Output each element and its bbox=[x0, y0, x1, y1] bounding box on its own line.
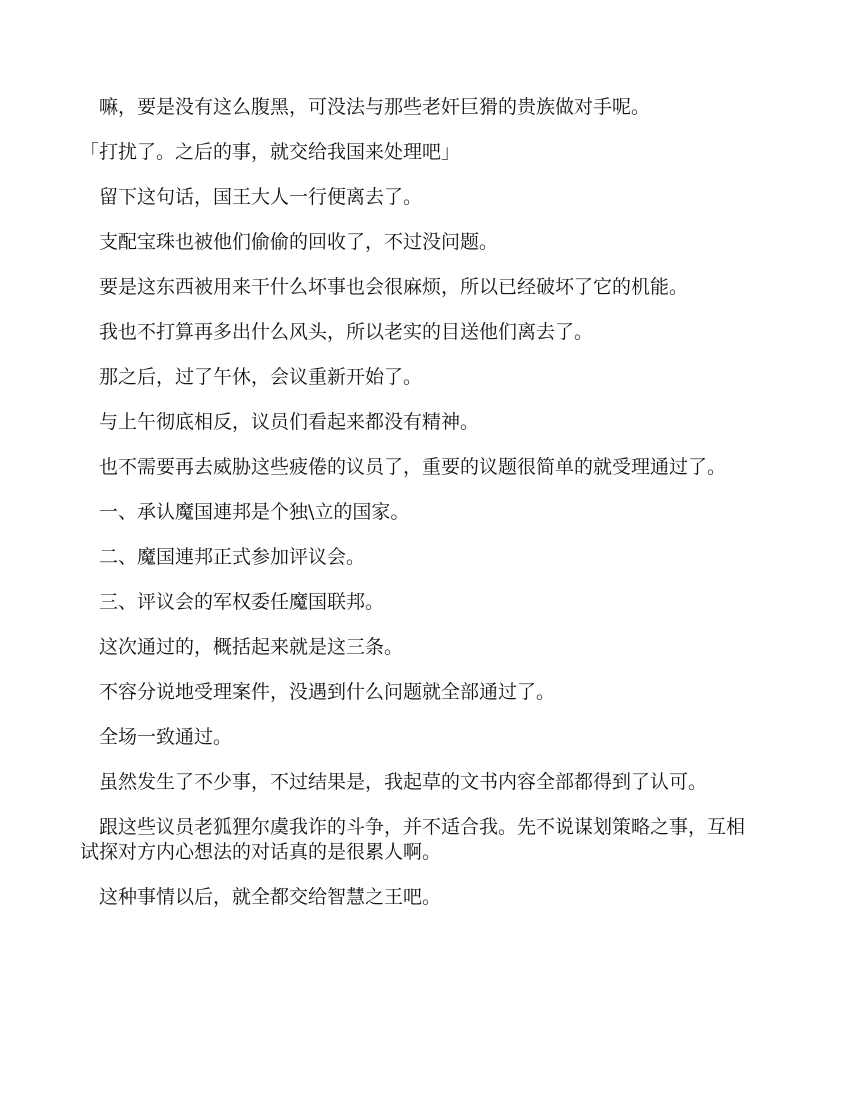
paragraph: 也不需要再去威胁这些疲倦的议员了，重要的议题很简单的就受理通过了。 bbox=[80, 456, 727, 478]
paragraph: 嘛，要是没有这么腹黑，可没法与那些老奸巨猾的贵族做对手呢。 bbox=[80, 96, 651, 118]
paragraph: 全场一致通过。 bbox=[80, 726, 233, 748]
document-body bbox=[80, 95, 760, 930]
paragraph: 与上午彻底相反，议员们看起来都没有精神。 bbox=[80, 411, 480, 433]
paragraph: 跟这些议员老狐狸尔虞我诈的斗争，并不适合我。先不说谋划策略之事，互相试探对方内心想法的对话真的是很累人啊。 bbox=[80, 816, 746, 863]
paragraph: 二、魔国連邦正式参加评议会。 bbox=[80, 546, 366, 568]
paragraph: 要是这东西被用来干什么坏事也会很麻烦，所以已经破坏了它的机能。 bbox=[80, 276, 689, 298]
paragraph: 支配宝珠也被他们偷偷的回收了，不过没问题。 bbox=[80, 231, 499, 253]
paragraph: 我也不打算再多出什么风头，所以老实的目送他们离去了。 bbox=[80, 321, 594, 343]
paragraph: 这种事情以后，就全都交给智慧之王吧。 bbox=[80, 886, 442, 908]
paragraph: 一、承认魔国連邦是个独\立的国家。 bbox=[80, 501, 410, 523]
paragraph: 「打扰了。之后的事，就交给我国来处理吧」 bbox=[80, 141, 461, 163]
paragraph: 三、评议会的军权委任魔国联邦。 bbox=[80, 591, 385, 613]
paragraph: 留下这句话，国王大人一行便离去了。 bbox=[80, 186, 423, 208]
paragraph: 这次通过的，概括起来就是这三条。 bbox=[80, 636, 404, 658]
paragraph: 不容分说地受理案件，没遇到什么问题就全部通过了。 bbox=[80, 681, 556, 703]
paragraph: 那之后，过了午休，会议重新开始了。 bbox=[80, 366, 423, 388]
paragraph: 虽然发生了不少事，不过结果是，我起草的文书内容全部都得到了认可。 bbox=[80, 771, 708, 793]
